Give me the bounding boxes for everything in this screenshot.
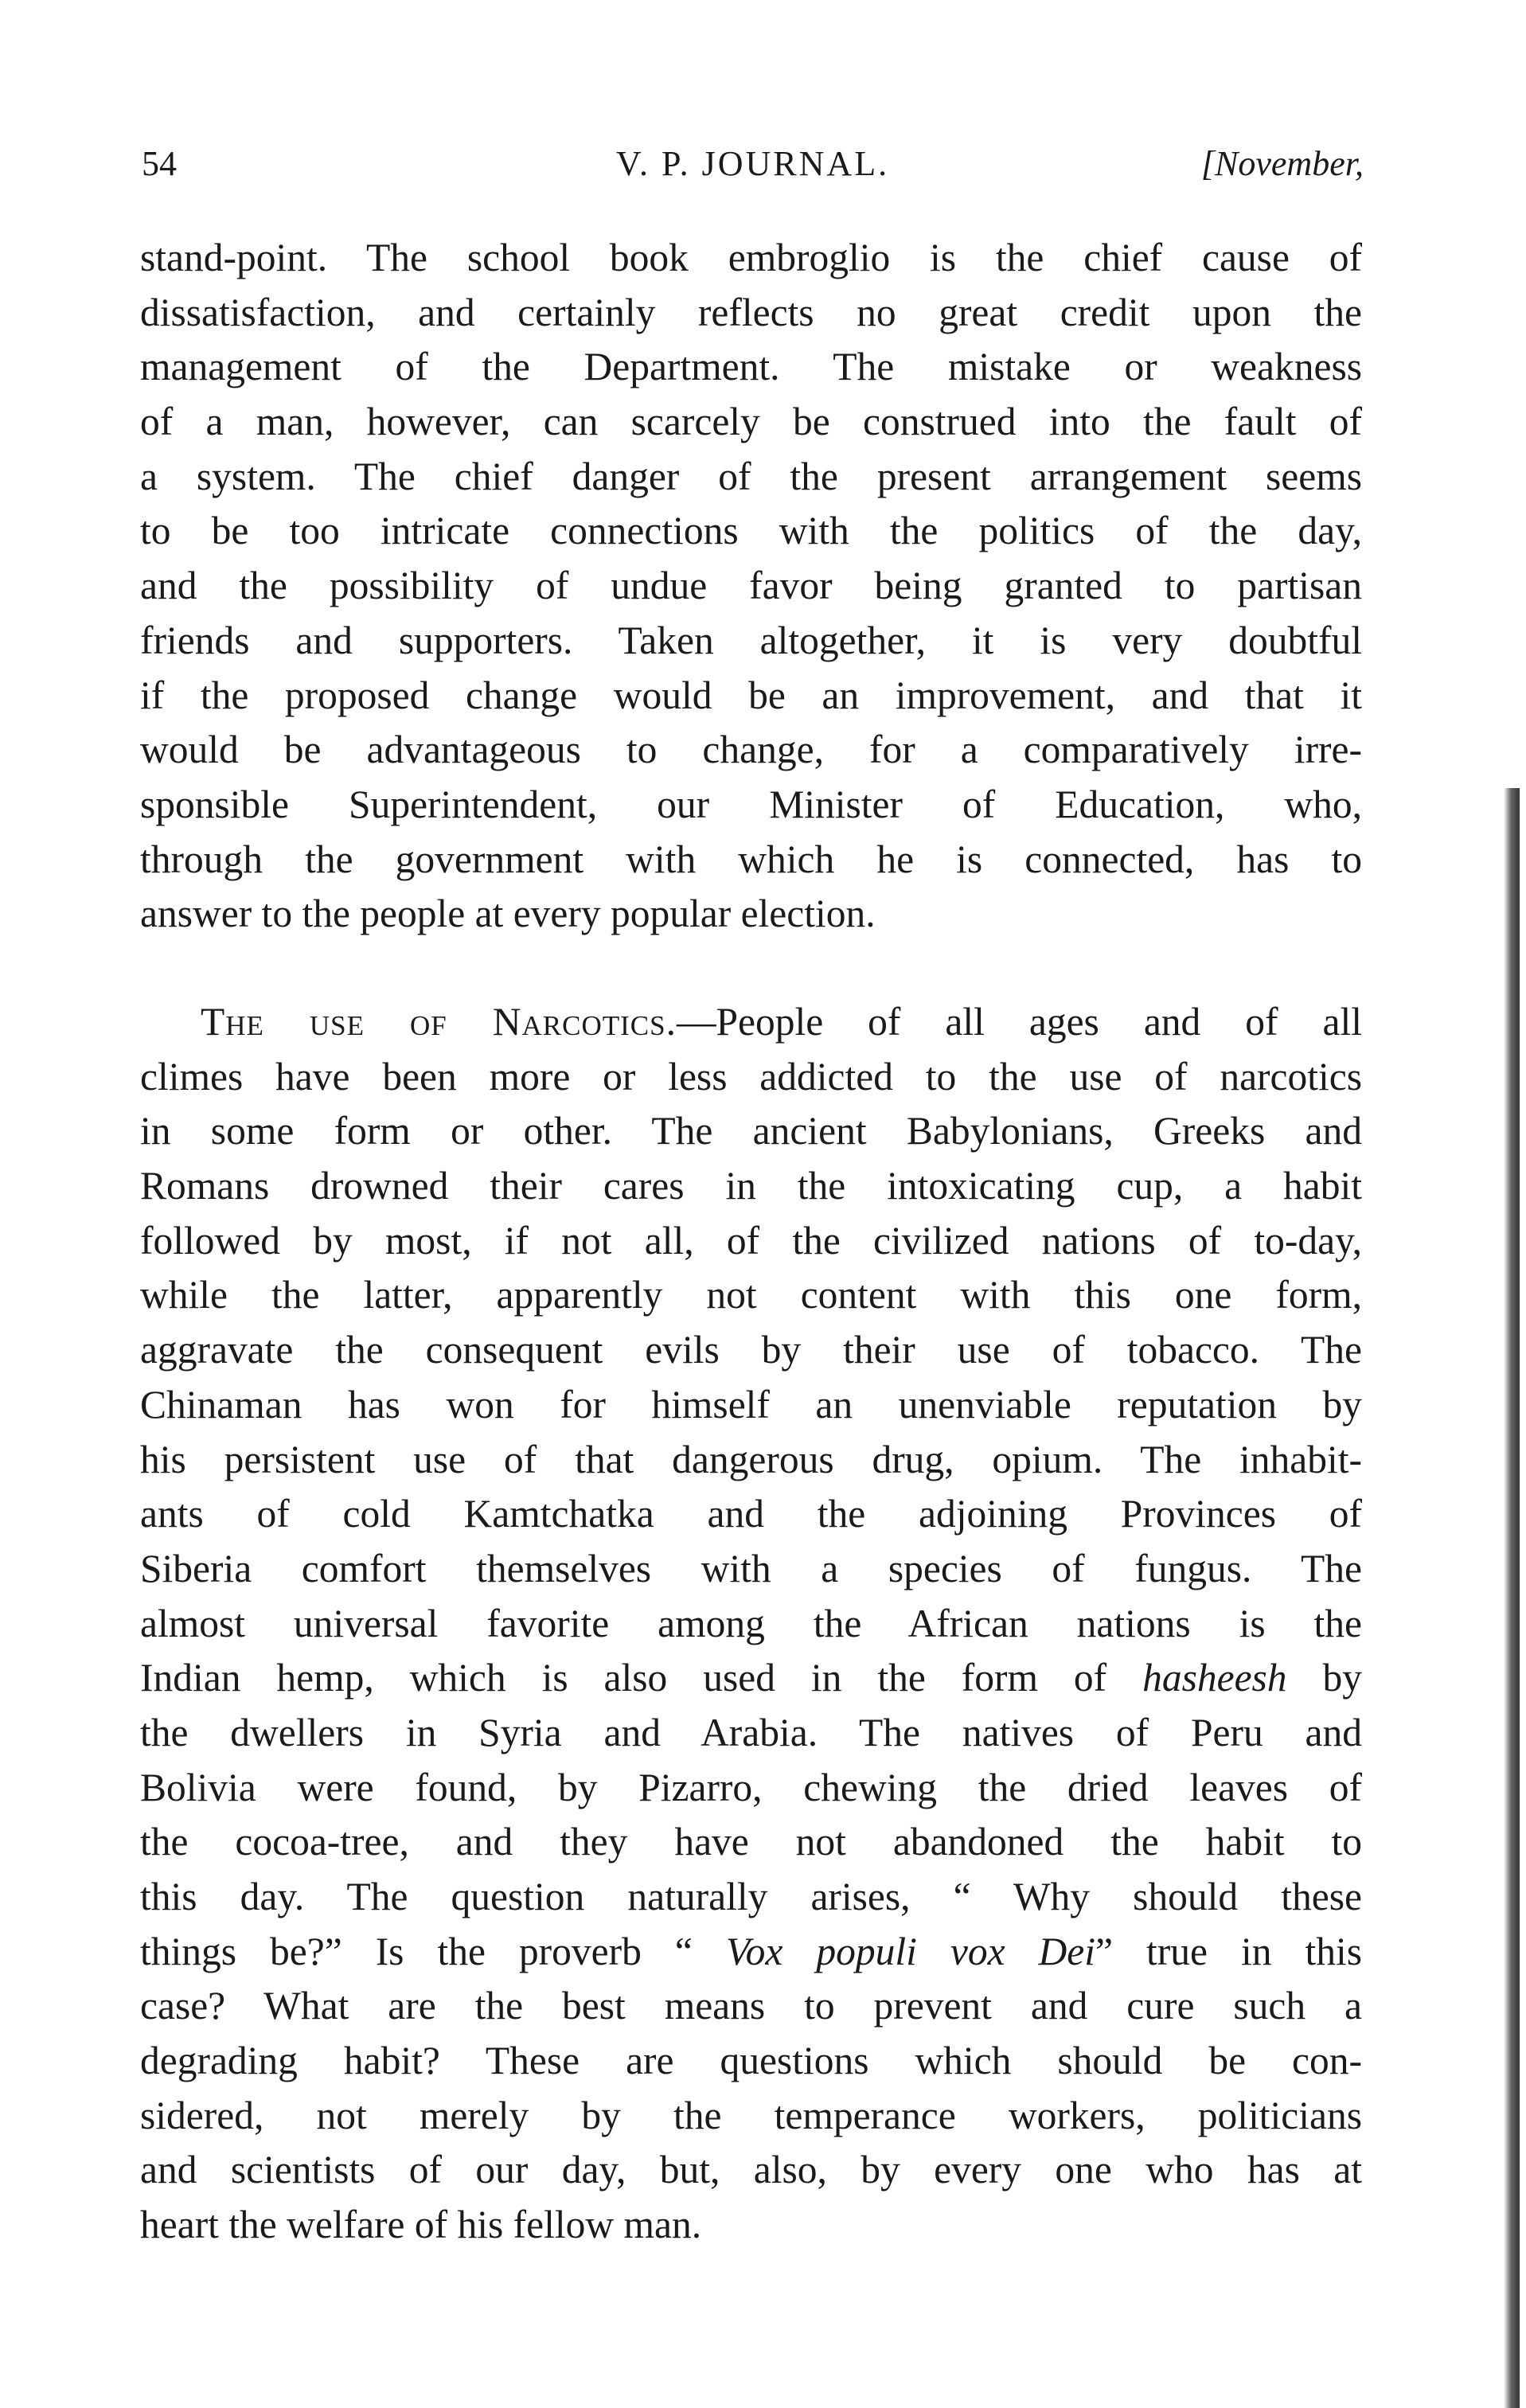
journal-title: V. P. JOURNAL. bbox=[615, 144, 890, 183]
text-line: to be too intricate connections with the politics of the day, bbox=[140, 509, 1362, 553]
text-line: stand-point. The school book embroglio is the chief cause of bbox=[140, 236, 1362, 279]
text-line-hasheesh bbox=[140, 1651, 1362, 1706]
text-line: and the possibility of undue favor being granted to partisan bbox=[140, 564, 1362, 608]
paragraph-school-system bbox=[140, 231, 1362, 942]
text-line: dissatisfaction, and certainly reflects no great credit upon the bbox=[140, 290, 1362, 334]
text-line: sidered, not merely by the temperance workers, politicians bbox=[140, 2093, 1362, 2137]
text-line: while the latter, apparently not content with this one form, bbox=[140, 1273, 1362, 1317]
line-segment: things be?” Is the proverb “ bbox=[140, 1929, 726, 1973]
text-line: degrading habit? These are questions which should be con- bbox=[140, 2039, 1362, 2083]
text-line: Bolivia were found, by Pizarro, chewing the dried leaves of bbox=[140, 1765, 1362, 1809]
page-number: 54 bbox=[142, 144, 177, 183]
text-line: followed by most, if not all, of the civilized nations of to-day, bbox=[140, 1218, 1362, 1263]
text-line-proverb bbox=[140, 1925, 1362, 1980]
line-segment: ” true in this bbox=[1095, 1929, 1363, 1973]
text-line: heart the welfare of his fellow man. bbox=[140, 2203, 702, 2247]
text-line: the cocoa-tree, and they have not abandoned the habit to bbox=[140, 1820, 1362, 1864]
text-line-heading bbox=[140, 995, 1362, 1050]
text-line: his persistent use of that dangerous drug, opium. The inhabit- bbox=[140, 1437, 1362, 1481]
text-line: this day. The question naturally arises, “ Why should these bbox=[140, 1875, 1362, 1918]
text-line: sponsible Superintendent, our Minister of Education, who, bbox=[140, 782, 1362, 826]
section-heading: The use of Narcotics. bbox=[201, 1000, 677, 1044]
text-line: a system. The chief danger of the present arrangement seems bbox=[140, 454, 1362, 498]
text-line: climes have been more or less addicted to the use of narcotics bbox=[140, 1054, 1362, 1099]
scan-edge-shadow bbox=[1504, 788, 1520, 2408]
italic-term-hasheesh: hasheesh bbox=[1142, 1656, 1287, 1700]
text-line: aggravate the consequent evils by their use of tobacco. The bbox=[140, 1328, 1362, 1372]
text-line: ants of cold Kamtchatka and the adjoining Provinces of bbox=[140, 1492, 1362, 1536]
text-line: Romans drowned their cares in the intoxicating cup, a habit bbox=[140, 1164, 1362, 1208]
line-segment: by bbox=[1286, 1656, 1363, 1700]
running-head-month: [November, bbox=[1200, 144, 1364, 183]
text-line: Siberia comfort themselves with a species of fungus. The bbox=[140, 1546, 1362, 1590]
text-line: if the proposed change would be an improvement, and that it bbox=[140, 673, 1362, 717]
text-line: and scientists of our day, but, also, by every one who has at bbox=[140, 2148, 1362, 2192]
line-segment: Indian hemp, which is also used in the form of bbox=[140, 1656, 1143, 1700]
paragraph-narcotics bbox=[140, 995, 1362, 2253]
text-line: would be advantageous to change, for a comparatively irre- bbox=[140, 728, 1362, 772]
text-line: management of the Department. The mistake or weakness bbox=[140, 345, 1362, 389]
italic-proverb: Vox populi vox Dei bbox=[725, 1929, 1096, 1973]
text-line: through the government with which he is connected, has to bbox=[140, 837, 1362, 881]
text-line: of a man, however, can scarcely be construed into the fault of bbox=[140, 400, 1362, 444]
heading-line-rest: —People of all ages and of all bbox=[676, 1000, 1362, 1044]
text-line: friends and supporters. Taken altogether, it is very doubtful bbox=[140, 618, 1362, 662]
running-head bbox=[142, 143, 1364, 199]
text-line: Chinaman has won for himself an unenviable reputation by bbox=[140, 1382, 1362, 1426]
text-line: the dwellers in Syria and Arabia. The natives of Peru and bbox=[140, 1710, 1362, 1754]
text-line: almost universal favorite among the African nations is the bbox=[140, 1601, 1362, 1645]
text-line: answer to the people at every popular election. bbox=[140, 892, 876, 936]
text-line: case? What are the best means to prevent and cure such a bbox=[140, 1984, 1362, 2028]
text-line: in some form or other. The ancient Babylonians, Greeks and bbox=[140, 1109, 1362, 1153]
